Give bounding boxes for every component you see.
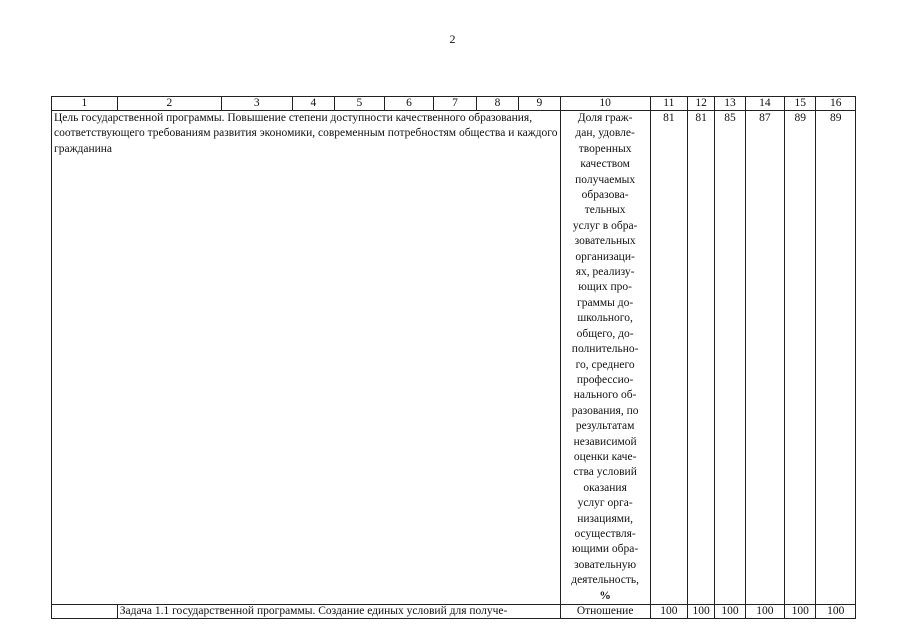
task-value: 100	[715, 605, 745, 619]
goal-indicator-unit: %	[599, 589, 611, 602]
goal-value: 81	[688, 111, 715, 605]
column-number: 2	[117, 97, 221, 111]
task-value: 100	[650, 605, 687, 619]
goal-value: 85	[715, 111, 745, 605]
column-number: 3	[221, 97, 292, 111]
program-table	[51, 96, 856, 619]
task-value: 100	[688, 605, 715, 619]
goal-indicator-name: Доля граж- дан, удовле- творенных качеством получаемых образова- тельных услуг в обра- зовательных организаци- ях, реализу- ющих про- граммы до- школьного, общего, до- полнительно- го, среднего профессио- нального об- разования, по результатам независимой оценки каче- ства условий оказания услуг орга- низациями, осуществля- ющими обра- зовательную деятельность,	[571, 112, 640, 587]
column-number: 9	[519, 97, 560, 111]
goal-text: Цель государственной программы. Повышение степени доступности качественного образования, соответствующего требованиям развития экономики, современным потребностям общества и каждого гражданина	[52, 111, 561, 605]
column-number: 4	[292, 97, 334, 111]
column-number: 1	[52, 97, 118, 111]
task-value: 100	[816, 605, 856, 619]
goal-row	[52, 111, 856, 605]
goal-value: 81	[650, 111, 687, 605]
task-indicator: Отношение	[560, 605, 650, 619]
column-number: 15	[785, 97, 816, 111]
column-number: 11	[650, 97, 687, 111]
column-number: 16	[816, 97, 856, 111]
goal-value: 89	[816, 111, 856, 605]
page-number: 2	[449, 32, 456, 46]
goal-value: 87	[745, 111, 784, 605]
column-number: 13	[715, 97, 745, 111]
column-number-row	[52, 97, 856, 111]
task-value: 100	[745, 605, 784, 619]
column-number: 10	[560, 97, 650, 111]
task-row	[52, 605, 856, 619]
column-number: 7	[434, 97, 476, 111]
column-number: 6	[384, 97, 434, 111]
task-text: Задача 1.1 государственной программы. Создание единых условий для получе-	[117, 605, 560, 619]
task-empty-cell	[52, 605, 118, 619]
column-number: 12	[688, 97, 715, 111]
column-number: 8	[476, 97, 518, 111]
column-number: 5	[335, 97, 385, 111]
goal-value: 89	[785, 111, 816, 605]
column-number: 14	[745, 97, 784, 111]
task-value: 100	[785, 605, 816, 619]
goal-indicator	[560, 111, 650, 605]
